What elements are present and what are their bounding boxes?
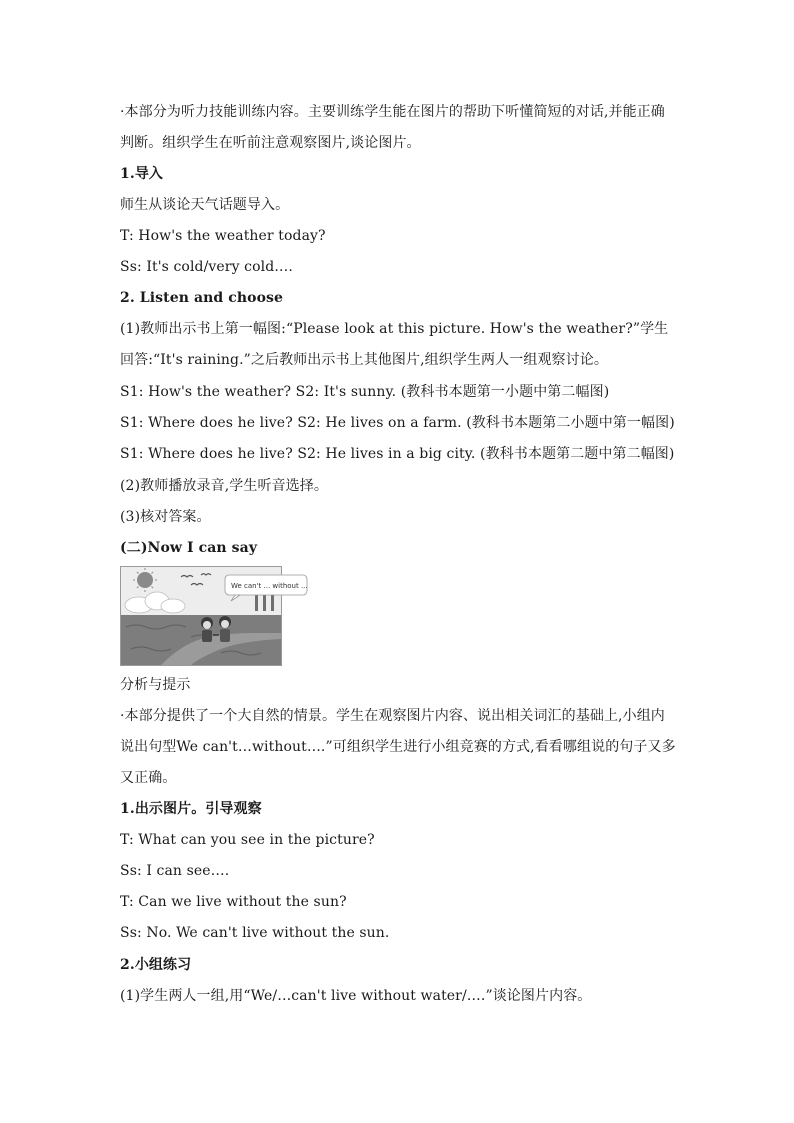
text-line: (1)教师出示书上第一幅图:“Please look at this picture. How's the weather?”学生 bbox=[120, 321, 669, 337]
paragraph-analysis-line-2: 说出句型We can't…without….”可组织学生进行小组竞赛的方式,看看哪组说的句子又多 bbox=[120, 739, 676, 755]
heading-now-i-can-say: (二)Now I can say bbox=[120, 540, 258, 556]
dialogue-line: T: How's the weather today? bbox=[120, 228, 326, 244]
paragraph-intro-line-2: 判断。组织学生在听前注意观察图片,谈论图片。 bbox=[120, 135, 421, 151]
heading-show-picture: 1.出示图片。引导观察 bbox=[120, 801, 262, 817]
dialogue-line: T: What can you see in the picture? bbox=[120, 832, 375, 848]
dialogue-line: Ss: No. We can't live without the sun. bbox=[120, 925, 390, 941]
dialogue-line: T: Can we live without the sun? bbox=[120, 894, 347, 910]
text-line: 回答:“It's raining.”之后教师出示书上其他图片,组织学生两人一组观察讨论。 bbox=[120, 352, 608, 368]
paragraph-intro-line-1: ·本部分为听力技能训练内容。主要训练学生能在图片的帮助下听懂简短的对话,并能正确 bbox=[120, 104, 665, 120]
text-line: 师生从谈论天气话题导入。 bbox=[120, 197, 290, 213]
heading-listen-and-choose: 2. Listen and choose bbox=[120, 290, 284, 306]
dialogue-line: S1: How's the weather? S2: It's sunny. (教科书本题第一小题中第二幅图) bbox=[120, 384, 610, 400]
dialogue-line: S1: Where does he live? S2: He lives in a big city. (教科书本题第二题中第二幅图) bbox=[120, 446, 675, 462]
text-line: (1)学生两人一组,用“We/…can't live without water/….”谈论图片内容。 bbox=[120, 988, 592, 1004]
text-line: (2)教师播放录音,学生听音选择。 bbox=[120, 478, 328, 494]
speech-bubble-text: We can't ... without ... bbox=[231, 582, 308, 590]
text-line: 分析与提示 bbox=[120, 677, 191, 693]
heading-group-practice: 2.小组练习 bbox=[120, 957, 192, 973]
dialogue-line: Ss: I can see…. bbox=[120, 863, 230, 879]
paragraph-analysis-line-1: ·本部分提供了一个大自然的情景。学生在观察图片内容、说出相关词汇的基础上,小组内 bbox=[120, 708, 665, 724]
dialogue-line: S1: Where does he live? S2: He lives on a farm. (教科书本题第二小题中第一幅图) bbox=[120, 415, 675, 431]
paragraph-analysis-line-3: 又正确。 bbox=[120, 770, 177, 786]
text-line: (3)核对答案。 bbox=[120, 509, 211, 525]
nature-scene-illustration bbox=[120, 566, 308, 666]
dialogue-line: Ss: It's cold/very cold…. bbox=[120, 259, 293, 275]
heading-daoru: 1.导入 bbox=[120, 166, 164, 182]
